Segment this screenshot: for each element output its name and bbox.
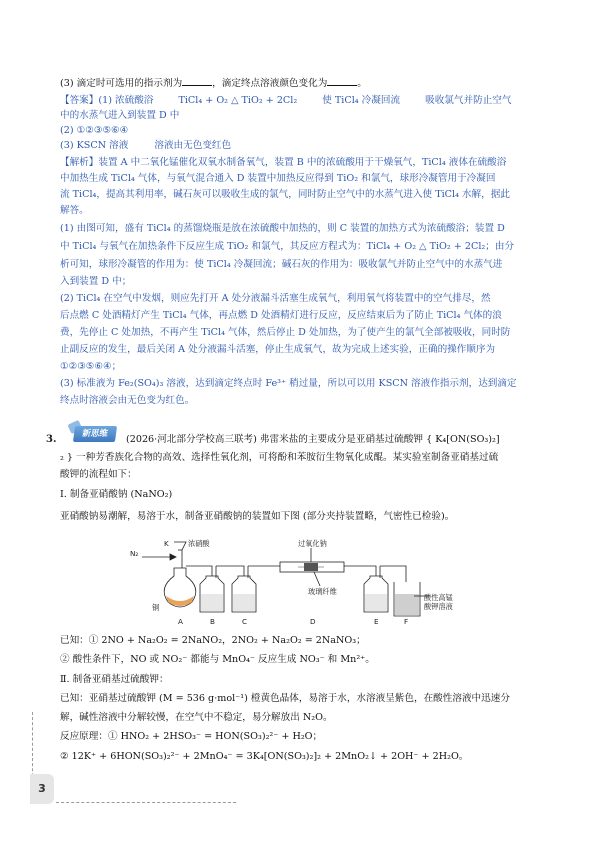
part-2-line-1: 已知：亚硝基过硫酸钾 (M = 536 g·mol⁻¹) 橙黄色晶体，易溶于水，水溶液呈紫色，在酸性溶液中迅速分 — [60, 693, 510, 704]
label-kmno4-2: 酸钾溶液 — [424, 602, 453, 611]
part-2-line-2: 解，碱性溶液中分解较慢，在空气中不稳定，易分解放出 N₂O。 — [60, 712, 333, 723]
label-n2: N₂ — [130, 549, 139, 558]
question-3-line-1: (2026·河北部分学校高三联考) 弗雷米盐的主要成分是亚硝基过硫酸钾 { K₄[ON(SO₃)₂] — [126, 434, 500, 445]
liquid-e — [365, 594, 387, 611]
analysis-line-12: ①②③⑤⑥④； — [60, 361, 122, 372]
liquid-b — [201, 594, 223, 611]
question-number: 3. — [46, 434, 57, 445]
reaction-2: ② 12K⁺ + 6HON(SO₃)₂²⁻ + 2MnO₄⁻ = 3K₄[ON(SO₃)₂]₂ + 2MnO₂↓ + 2OH⁻ + 2H₂O。 — [60, 751, 469, 762]
label-copper: 铜 — [152, 603, 160, 612]
analysis-line-13: (3) 标准液为 Fe₂(SO₄)₃ 溶液，达到滴定终点时 Fe³⁺ 稍过量，所以可以用 KSCN 溶液作指示剂，达到滴定 — [60, 378, 517, 389]
analysis-line-14: 终点时溶液会由无色变为红色。 — [60, 395, 195, 406]
part-1-description: 亚硝酸钠易潮解，易溶于水，制备亚硝酸钠的装置如下图 (部分夹持装置略，气密性已检验)。 — [60, 511, 455, 522]
label-b: B — [210, 617, 215, 626]
answer-line-1: 【答案】(1) 浓硫酸浴 TiCl₄ + O₂ △ TiO₂ + 2Cl₂ 使 TiCl₄ 冷凝回流 吸收氯气并防止空气 — [60, 95, 512, 106]
label-e: E — [374, 617, 379, 626]
analysis-line-8: (2) TiCl₄ 在空气中发烟，则应先打开 A 处分液漏斗活塞生成氧气，利用氧气将装置中的空气排尽，然 — [60, 293, 491, 304]
label-c: C — [242, 617, 248, 626]
dropping-funnel — [174, 542, 186, 568]
answer-line-2: 中的水蒸气进入到装置 D 中 — [60, 110, 180, 121]
analysis-line-3: 解答。 — [60, 205, 89, 216]
analysis-line-1: 中加热生成 TiCl₄ 气体，与氧气混合通入 D 装置中加热反应得到 TiO₂ 和氯气，球形冷凝管用于冷凝回 — [60, 173, 496, 184]
label-kmno4: 酸性高锰 — [424, 593, 453, 602]
label-a: A — [178, 617, 183, 626]
question-3-line-3: 酸钾的流程如下： — [60, 469, 137, 480]
analysis-line-5: 中 TiCl₄ 与氧气在加热条件下反应生成 TiO₂ 和氯气，其反应方程式为：TiCl₄ + O₂ △ TiO₂ + 2Cl₂；由分 — [60, 241, 515, 252]
answer-line-3: (2) ①②③⑤⑥④ — [60, 125, 129, 136]
label-glass-fiber: 玻璃纤维 — [308, 587, 337, 596]
analysis-line-4: (1) 由图可知，盛有 TiCl₄ 的蒸馏烧瓶是放在浓硫酸中加热的，则 C 装置的加热方式为浓硫酸浴；装置 D — [60, 223, 505, 234]
new-thinking-badge: 新思维 — [73, 426, 117, 442]
apparatus-diagram — [130, 536, 460, 628]
analysis-line-7: 入到装置 D 中； — [60, 276, 132, 287]
footer-dashed-line — [56, 802, 236, 803]
known-1: 已知：① 2NO + Na₂O₂ = 2NaNO₂，2NO₂ + Na₂O₂ = 2NaNO₃； — [60, 635, 366, 646]
page-number: 3 — [30, 774, 54, 804]
analysis-line-10: 费，先停止 C 处加热，不再产生 TiCl₄ 气体，然后停止 D 处加热，为了使产生的氯气全部被吸收，同时防 — [60, 327, 511, 338]
label-f: F — [404, 617, 409, 626]
analysis-line-6: 析可知，球形冷凝管的作用为：使 TiCl₄ 冷凝回流；碱石灰的作用为：吸收氯气并防止空气中的水蒸气进 — [60, 259, 503, 270]
answer-blank-1[interactable] — [182, 76, 212, 86]
label-k: K — [164, 539, 169, 548]
kmno4-solution — [395, 594, 419, 615]
part-2-title: Ⅱ. 制备亚硝基过硫酸钾： — [60, 674, 169, 685]
analysis-line-11: 止副反应的发生，最后关闭 A 处分液漏斗活塞，停止生成氧气，故为完成上述实验，正确的操作顺序为 — [60, 344, 496, 355]
question-3-line-2: ₂ } 一种芳香族化合物的高效、选择性氧化剂，可将酚和苯胺衍生物氧化成醌。某实验室制备亚硝基过硫 — [60, 452, 499, 463]
known-2: ② 酸性条件下，NO 或 NO₂⁻ 都能与 MnO₄⁻ 反应生成 NO₃⁻ 和 Mn²⁺。 — [60, 654, 375, 665]
analysis-line-2: 流 TiCl₄，提高其利用率，碱石灰可以吸收生成的氯气，同时防止空气中的水蒸气进入使 TiCl₄ 水解，据此 — [60, 189, 510, 200]
label-peroxide: 过氧化钠 — [298, 539, 327, 548]
n2-arrow — [170, 554, 176, 560]
label-conc-nitric: 浓硝酸 — [188, 539, 210, 548]
reaction-1: 反应原理：① HNO₂ + 2HSO₃⁻ = HON(SO₃)₂²⁻ + H₂O； — [60, 731, 323, 742]
liquid-c — [233, 594, 255, 611]
label-d: D — [310, 617, 316, 626]
analysis-line-0: 【解析】装置 A 中二氧化锰催化双氧水制备氧气，装置 B 中的浓硫酸用于干燥氧气，TiCl₄ 液体在硫酸浴 — [60, 157, 507, 168]
question-3-prompt: (3) 滴定时可选用的指示剂为 ，滴定终点溶液颜色变化为 。 — [60, 78, 367, 89]
answer-line-4: (3) KSCN 溶液 溶液由无色变红色 — [60, 140, 232, 151]
part-1-title: Ⅰ. 制备亚硝酸钠 (NaNO₂) — [60, 489, 173, 500]
analysis-line-9: 后点燃 C 处酒精灯产生 TiCl₄ 气体，再点燃 D 处酒精灯进行反应，反应结束后为了防止 TiCl₄ 气体的浪 — [60, 310, 502, 321]
sodium-peroxide — [304, 563, 318, 571]
answer-blank-2[interactable] — [327, 76, 357, 86]
